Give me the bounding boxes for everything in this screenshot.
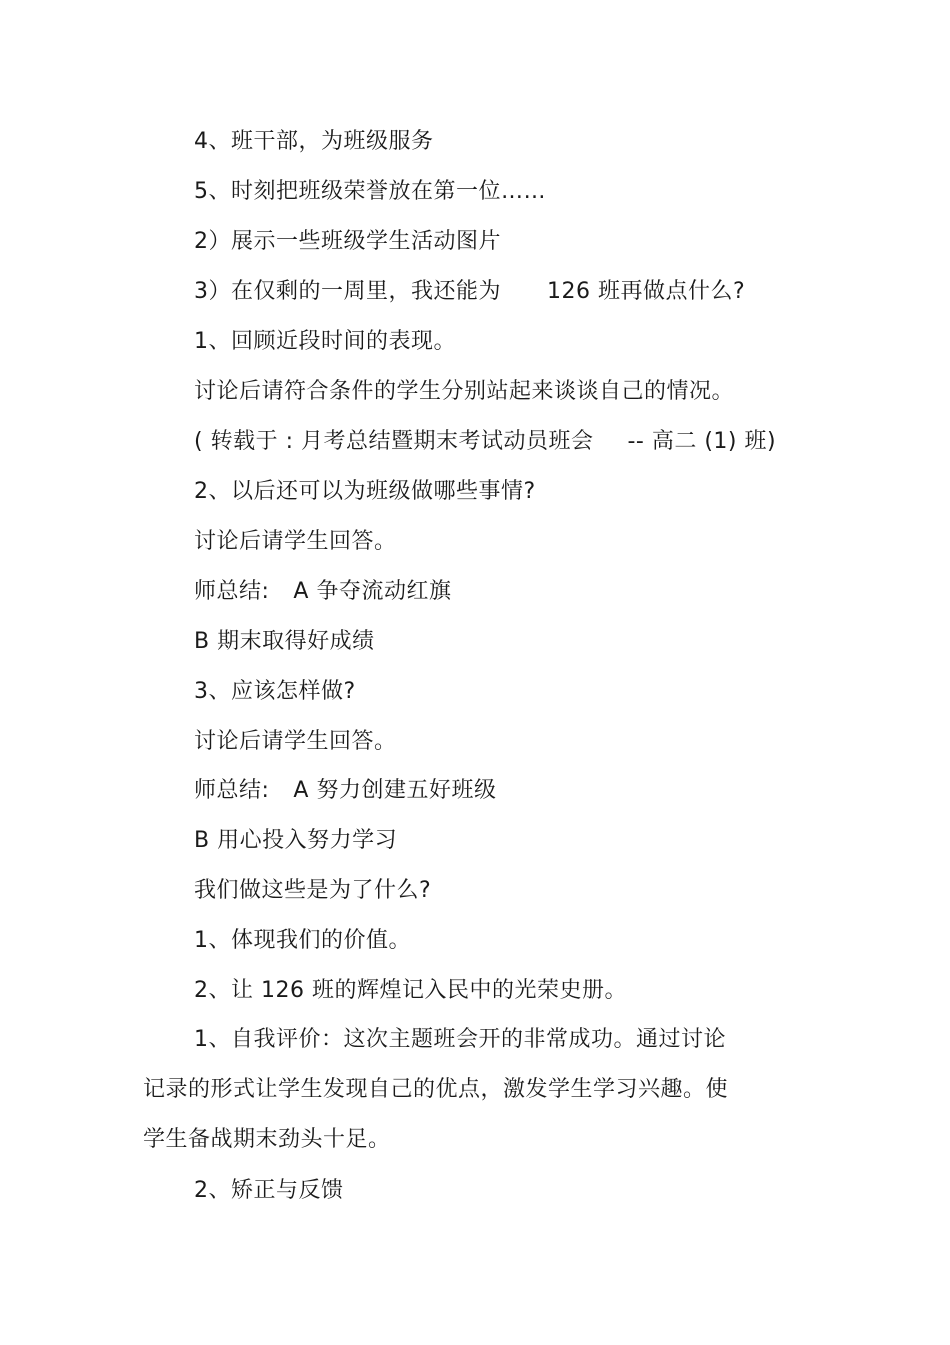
text-line: 4、班干部，为班级服务 xyxy=(194,129,434,154)
text-line: 2、让 126 班的辉煌记入民中的光荣史册。 xyxy=(194,978,627,1003)
text-line xyxy=(194,776,496,806)
text-line: 5、时刻把班级荣誉放在第一位…… xyxy=(194,179,546,204)
text-line: 1、回顾近段时间的表现。 xyxy=(194,329,456,354)
text-line xyxy=(194,277,745,307)
text-line: 讨论后请符合条件的学生分别站起来谈谈自己的情况。 xyxy=(194,379,735,404)
text-segment: ( 转载于 : 月考总结暨期末考试动员班会 xyxy=(194,429,594,454)
text-line xyxy=(194,427,776,457)
text-segment: 师总结: xyxy=(194,579,270,604)
text-line: 1、自我评价：这次主题班会开的非常成功。通过讨论 xyxy=(194,1027,726,1052)
text-line: B 用心投入努力学习 xyxy=(194,828,398,853)
text-segment: 3）在仅剩的一周里，我还能为 xyxy=(194,279,501,304)
text-line: 记录的形式让学生发现自己的优点，激发学生学习兴趣。使 xyxy=(143,1077,729,1102)
text-segment: 师总结: xyxy=(194,778,270,803)
text-line: 讨论后请学生回答。 xyxy=(194,729,397,754)
text-line: 3、应该怎样做? xyxy=(194,679,356,704)
text-line: B 期末取得好成绩 xyxy=(194,629,375,654)
text-line: 1、体现我们的价值。 xyxy=(194,928,411,953)
text-line: 讨论后请学生回答。 xyxy=(194,529,397,554)
text-line: 2、以后还可以为班级做哪些事情? xyxy=(194,479,536,504)
text-line: 我们做这些是为了什么? xyxy=(194,878,432,903)
text-segment: 126 班再做点什么? xyxy=(547,279,746,304)
text-line: 学生备战期末劲头十足。 xyxy=(143,1127,391,1152)
text-line: 2、矫正与反馈 xyxy=(194,1178,344,1203)
text-line xyxy=(194,577,451,607)
text-segment: -- 高二 (1) 班) xyxy=(627,429,777,454)
text-segment: A 努力创建五好班级 xyxy=(293,778,497,803)
text-segment: A 争夺流动红旗 xyxy=(293,579,452,604)
text-line: 2）展示一些班级学生活动图片 xyxy=(194,229,501,254)
